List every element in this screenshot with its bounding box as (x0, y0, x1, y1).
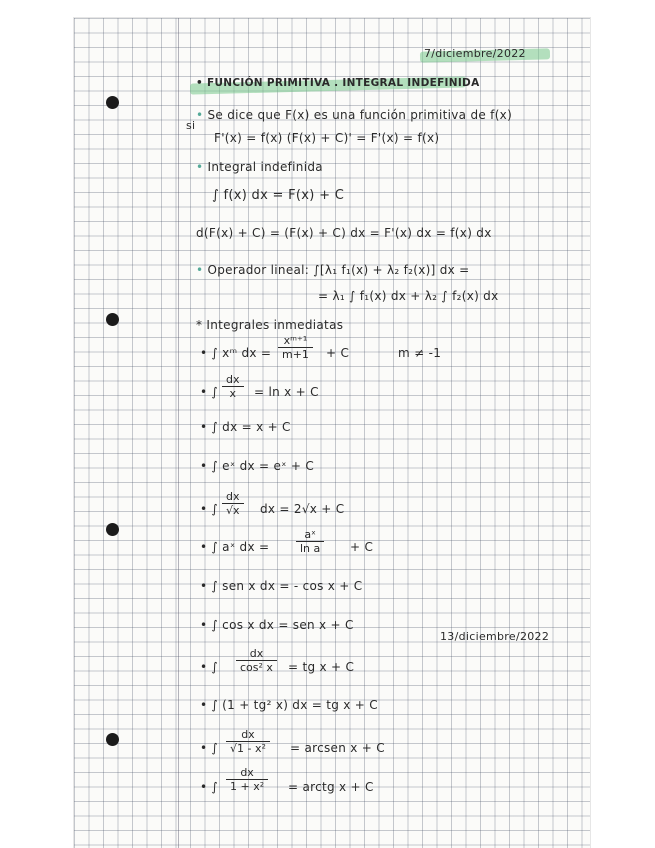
page-title: • FUNCIÓN PRIMITIVA . INTEGRAL INDEFINIDA (196, 77, 480, 89)
arctg-fraction: $\frac{dx}{\text{1 + x²}}$ (226, 766, 268, 793)
integral-log: • ∫ (200, 385, 219, 399)
date-top: 7/diciembre/2022 (424, 47, 526, 60)
log-result: = ln x + C (254, 385, 319, 399)
power-fraction: $\frac{\text{xᵐ⁺¹}}{m+1}$ (278, 334, 313, 361)
integral-sqrt: • ∫ (200, 502, 219, 516)
ax-constant: + C (350, 540, 374, 554)
section-heading: * Integrales inmediatas (196, 318, 344, 332)
log-fraction: $\frac{dx}{x}$ (222, 373, 244, 400)
date-mid: 13/diciembre/2022 (440, 630, 550, 643)
section-heading: • Integral indefinida (196, 160, 323, 174)
sqrt-result: dx = 2√x + C (260, 502, 345, 516)
linear-operator-expansion: = λ₁ ∫ f₁(x) dx + λ₂ ∫ f₂(x) dx (318, 289, 499, 303)
integral-arctg: • ∫ (200, 780, 219, 794)
punch-hole (106, 96, 119, 109)
integral-ax: • ∫ aˣ dx = (200, 540, 270, 554)
sec-result: = tg x + C (288, 660, 355, 674)
power-condition: m ≠ -1 (398, 346, 442, 360)
punch-hole (106, 523, 119, 536)
sec-fraction: $\frac{dx}{\text{cos² x}}$ (236, 647, 277, 674)
integral-cos: • ∫ cos x dx = sen x + C (200, 618, 354, 632)
punch-hole (106, 733, 119, 746)
arcsen-result: = arcsen x + C (290, 741, 385, 755)
integral-sen: • ∫ sen x dx = - cos x + C (200, 579, 363, 593)
definition-condition: F'(x) = f(x) (F(x) + C)' = F'(x) = f(x) (214, 131, 440, 145)
integral-exp: • ∫ eˣ dx = eˣ + C (200, 459, 315, 473)
si-label: si (186, 119, 196, 132)
punch-hole (106, 313, 119, 326)
arctg-result: = arctg x + C (288, 780, 374, 794)
power-constant: + C (326, 346, 350, 360)
indefinite-formula: ∫ f(x) dx = F(x) + C (212, 188, 345, 203)
integral-dx: • ∫ dx = x + C (200, 420, 291, 434)
integral-tg2: • ∫ (1 + tg² x) dx = tg x + C (200, 698, 378, 712)
arcsen-fraction: $\frac{dx}{\text{√1 - x²}}$ (226, 728, 270, 755)
integral-power: • ∫ xᵐ dx = (200, 346, 272, 360)
ax-fraction: $\frac{\text{aˣ}}{\text{ln a}}$ (296, 528, 324, 555)
definition-line: • Se dice que F(x) es una función primitiva de f(x) (196, 108, 513, 122)
differential-formula: d(F(x) + C) = (F(x) + C) dx = F'(x) dx = f(x) dx (196, 226, 492, 240)
integral-arcsen: • ∫ (200, 741, 219, 755)
integral-sec: • ∫ (200, 660, 219, 674)
linear-operator-label: • Operador lineal: ∫[λ₁ f₁(x) + λ₂ f₂(x)] dx = (196, 263, 470, 277)
margin-line (178, 18, 179, 848)
sqrt-fraction: $\frac{dx}{√x}$ (222, 490, 244, 517)
